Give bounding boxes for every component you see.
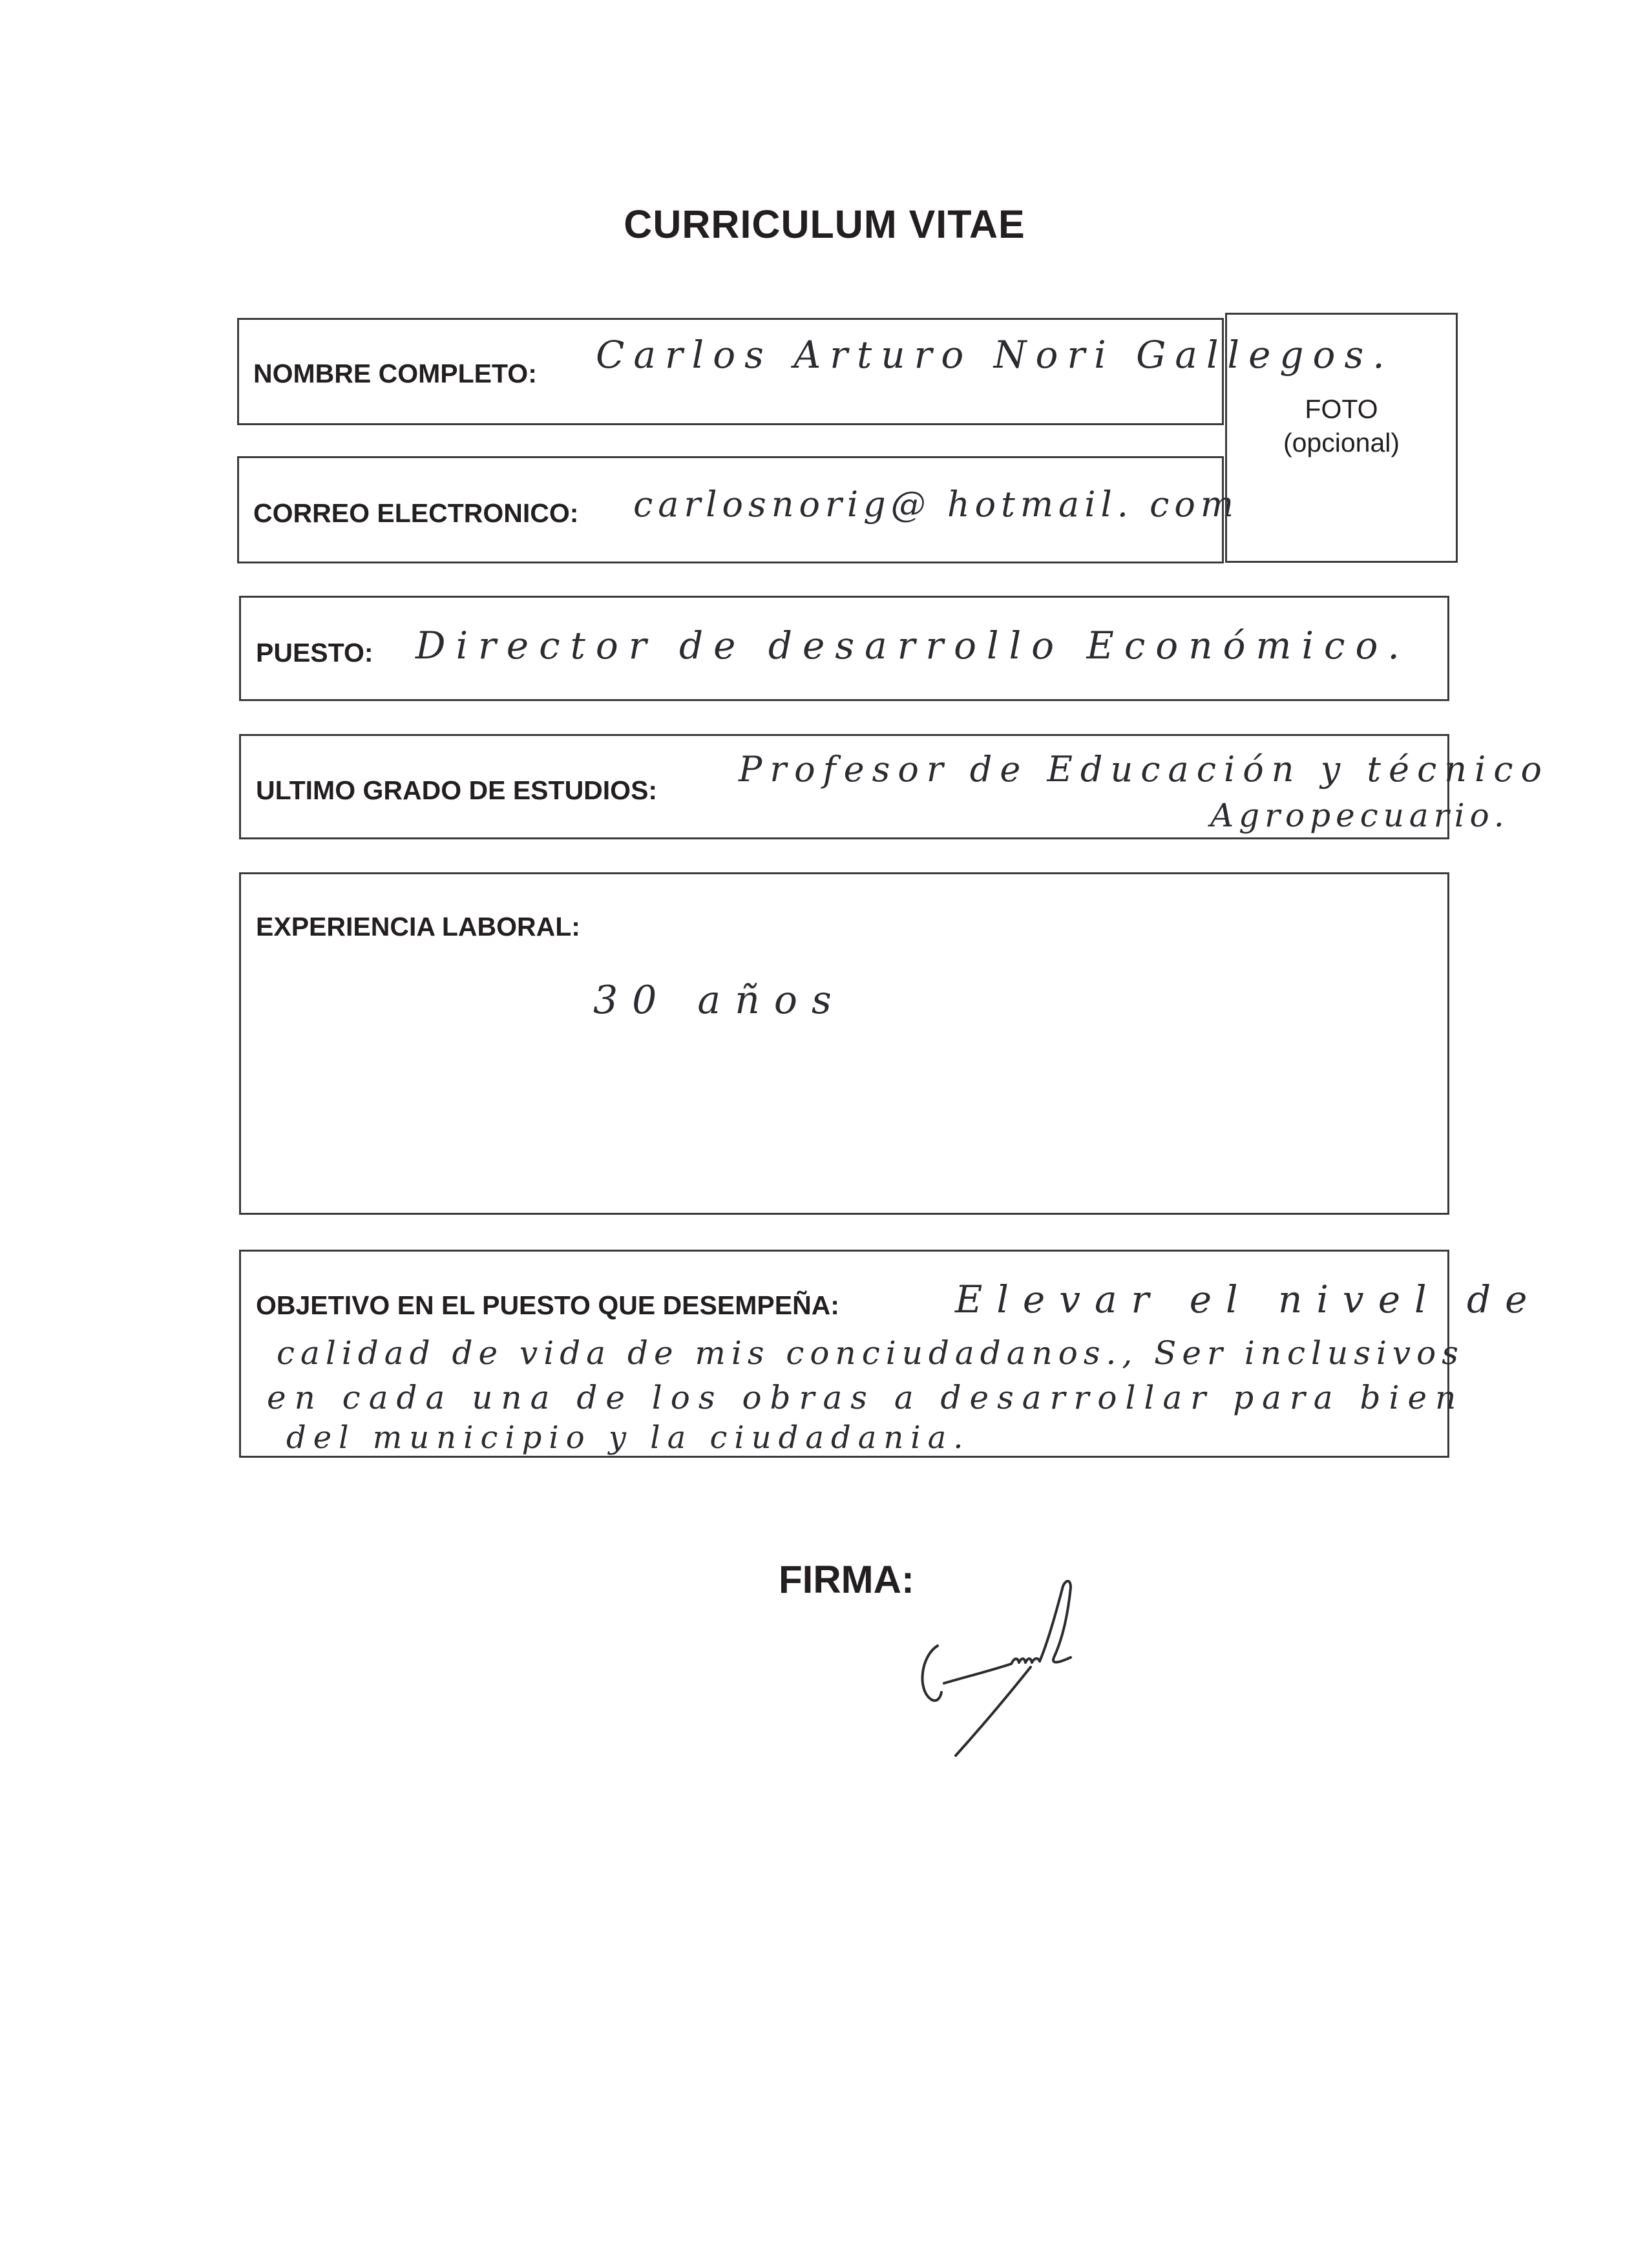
estudios-field-box [239,734,1550,839]
experiencia-value: 30 años [593,978,846,1023]
objetivo-line-1: Elevar el nivel de [955,1277,1542,1321]
objetivo-line-2: calidad de vida de mis conciudadanos., Ser inclusivos [277,1334,1464,1372]
photo-optional-note: (opcional) [1283,428,1400,457]
experiencia-label: EXPERIENCIA LABORAL: [256,912,580,941]
firma-label: FIRMA: [779,1558,914,1601]
estudios-value-line2: Agropecuario. [1210,797,1509,834]
estudios-label: ULTIMO GRADO DE ESTUDIOS: [256,775,658,805]
nombre-value: Carlos Arturo Nori Gallegos. [596,333,1394,377]
puesto-value: Director de desarrollo Económico. [415,624,1410,667]
correo-field-box [237,456,1239,563]
photo-placeholder [1225,313,1458,563]
document-title: CURRICULUM VITAE [624,202,1025,246]
correo-label: CORREO ELECTRONICO: [253,498,579,528]
signature-image [901,1560,1115,1774]
puesto-field-box [239,596,1449,701]
photo-label: FOTO [1305,394,1378,424]
objetivo-label: OBJETIVO EN EL PUESTO QUE DESEMPEÑA: [256,1290,839,1320]
correo-value: carlosnorig@ hotmail. com [633,484,1239,525]
nombre-label: NOMBRE COMPLETO: [253,359,537,388]
puesto-label: PUESTO: [256,638,373,667]
estudios-value-line1: Profesor de Educación y técnico [739,749,1550,790]
objetivo-line-3: en cada una de los obras a desarrollar para bien [267,1379,1465,1416]
experiencia-field-box [239,872,1449,1215]
objetivo-field-box [239,1250,1542,1458]
objetivo-line-4: del municipio y la ciudadania. [286,1420,971,1456]
